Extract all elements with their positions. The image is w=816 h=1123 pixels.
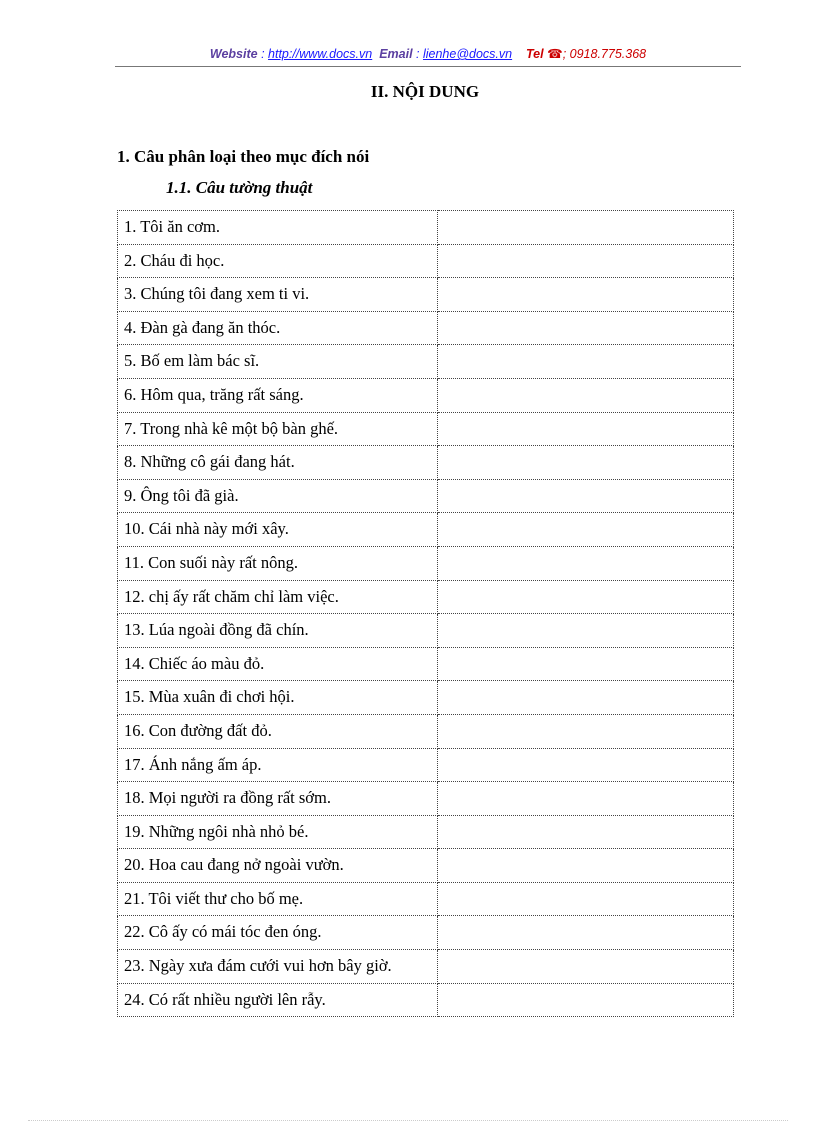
sentence-table-body bbox=[118, 211, 734, 1017]
table-row bbox=[118, 546, 734, 580]
table-row bbox=[118, 815, 734, 849]
sentence-cell: 7. Trong nhà kê một bộ bàn ghế. bbox=[118, 412, 438, 446]
answer-cell bbox=[438, 916, 734, 950]
answer-cell bbox=[438, 412, 734, 446]
table-row bbox=[118, 211, 734, 245]
answer-cell bbox=[438, 849, 734, 883]
section-title: II. NỘI DUNG bbox=[370, 82, 480, 101]
sentence-cell: 22. Cô ấy có mái tóc đen óng. bbox=[118, 916, 438, 950]
sentence-cell: 13. Lúa ngoài đồng đã chín. bbox=[118, 614, 438, 648]
table-row bbox=[118, 849, 734, 883]
table-row bbox=[118, 983, 734, 1017]
table-row bbox=[118, 681, 734, 715]
sentence-cell: 3. Chúng tôi đang xem ti vi. bbox=[118, 278, 438, 312]
sentence-cell: 11. Con suối này rất nông. bbox=[118, 546, 438, 580]
sentence-cell: 5. Bố em làm bác sĩ. bbox=[118, 345, 438, 379]
answer-cell bbox=[438, 782, 734, 816]
website-label: Website bbox=[209, 47, 258, 61]
answer-cell bbox=[438, 479, 734, 513]
table-row bbox=[118, 950, 734, 984]
answer-cell bbox=[438, 244, 734, 278]
table-row bbox=[118, 714, 734, 748]
table-row bbox=[118, 614, 734, 648]
sentence-cell: 24. Có rất nhiều người lên rẫy. bbox=[118, 983, 438, 1017]
sentence-cell: 19. Những ngôi nhà nhỏ bé. bbox=[118, 815, 438, 849]
table-row bbox=[118, 513, 734, 547]
table-row bbox=[118, 412, 734, 446]
answer-cell bbox=[438, 882, 734, 916]
sentence-table bbox=[117, 210, 734, 1017]
table-row bbox=[118, 647, 734, 681]
sentence-cell: 9. Ông tôi đã già. bbox=[118, 479, 438, 513]
table-row bbox=[118, 278, 734, 312]
sentence-cell: 16. Con đường đất đỏ. bbox=[118, 714, 438, 748]
sentence-cell: 15. Mùa xuân đi chơi hội. bbox=[118, 681, 438, 715]
phone-icon: ☎ bbox=[547, 47, 563, 61]
sentence-cell: 4. Đàn gà đang ăn thóc. bbox=[118, 311, 438, 345]
sentence-cell: 1. Tôi ăn cơm. bbox=[118, 211, 438, 245]
answer-cell bbox=[438, 513, 734, 547]
answer-cell bbox=[438, 345, 734, 379]
phone-number: ; 0918.775.368 bbox=[562, 47, 647, 61]
table-row bbox=[118, 345, 734, 379]
answer-cell bbox=[438, 546, 734, 580]
sentence-cell: 14. Chiếc áo màu đỏ. bbox=[118, 647, 438, 681]
answer-cell bbox=[438, 378, 734, 412]
answer-cell bbox=[438, 580, 734, 614]
email-separator: : bbox=[412, 47, 423, 61]
header-divider bbox=[115, 66, 741, 67]
answer-cell bbox=[438, 647, 734, 681]
table-row bbox=[118, 580, 734, 614]
table-row bbox=[118, 446, 734, 480]
website-link[interactable]: http://www.docs.vn bbox=[268, 47, 373, 61]
sentence-cell: 8. Những cô gái đang hát. bbox=[118, 446, 438, 480]
answer-cell bbox=[438, 983, 734, 1017]
page-bottom-divider bbox=[28, 1120, 788, 1121]
email-link[interactable]: lienhe@docs.vn bbox=[422, 47, 513, 61]
answer-cell bbox=[438, 211, 734, 245]
table-row bbox=[118, 378, 734, 412]
answer-cell bbox=[438, 311, 734, 345]
sentence-cell: 12. chị ấy rất chăm chỉ làm việc. bbox=[118, 580, 438, 614]
table-row bbox=[118, 782, 734, 816]
heading-level-2: 1.1. Câu tường thuật bbox=[166, 178, 313, 197]
table-row bbox=[118, 748, 734, 782]
answer-cell bbox=[438, 714, 734, 748]
website-separator: : bbox=[257, 47, 269, 61]
sentence-cell: 20. Hoa cau đang nở ngoài vườn. bbox=[118, 849, 438, 883]
sentence-cell: 10. Cái nhà này mới xây. bbox=[118, 513, 438, 547]
tel-label: Tel bbox=[526, 47, 544, 61]
table-row bbox=[118, 244, 734, 278]
answer-cell bbox=[438, 278, 734, 312]
table-row bbox=[118, 311, 734, 345]
sentence-cell: 17. Ánh nắng ấm áp. bbox=[118, 748, 438, 782]
answer-cell bbox=[438, 950, 734, 984]
answer-cell bbox=[438, 614, 734, 648]
heading-level-1: 1. Câu phân loại theo mục đích nói bbox=[117, 147, 370, 166]
sentence-cell: 21. Tôi viết thư cho bố mẹ. bbox=[118, 882, 438, 916]
answer-cell bbox=[438, 446, 734, 480]
sentence-cell: 6. Hôm qua, trăng rất sáng. bbox=[118, 378, 438, 412]
table-row bbox=[118, 882, 734, 916]
answer-cell bbox=[438, 681, 734, 715]
sentence-cell: 23. Ngày xưa đám cưới vui hơn bây giờ. bbox=[118, 950, 438, 984]
page-header bbox=[115, 46, 741, 61]
sentence-cell: 2. Cháu đi học. bbox=[118, 244, 438, 278]
sentence-cell: 18. Mọi người ra đồng rất sớm. bbox=[118, 782, 438, 816]
answer-cell bbox=[438, 815, 734, 849]
email-label: Email bbox=[379, 47, 413, 61]
answer-cell bbox=[438, 748, 734, 782]
table-row bbox=[118, 479, 734, 513]
table-row bbox=[118, 916, 734, 950]
